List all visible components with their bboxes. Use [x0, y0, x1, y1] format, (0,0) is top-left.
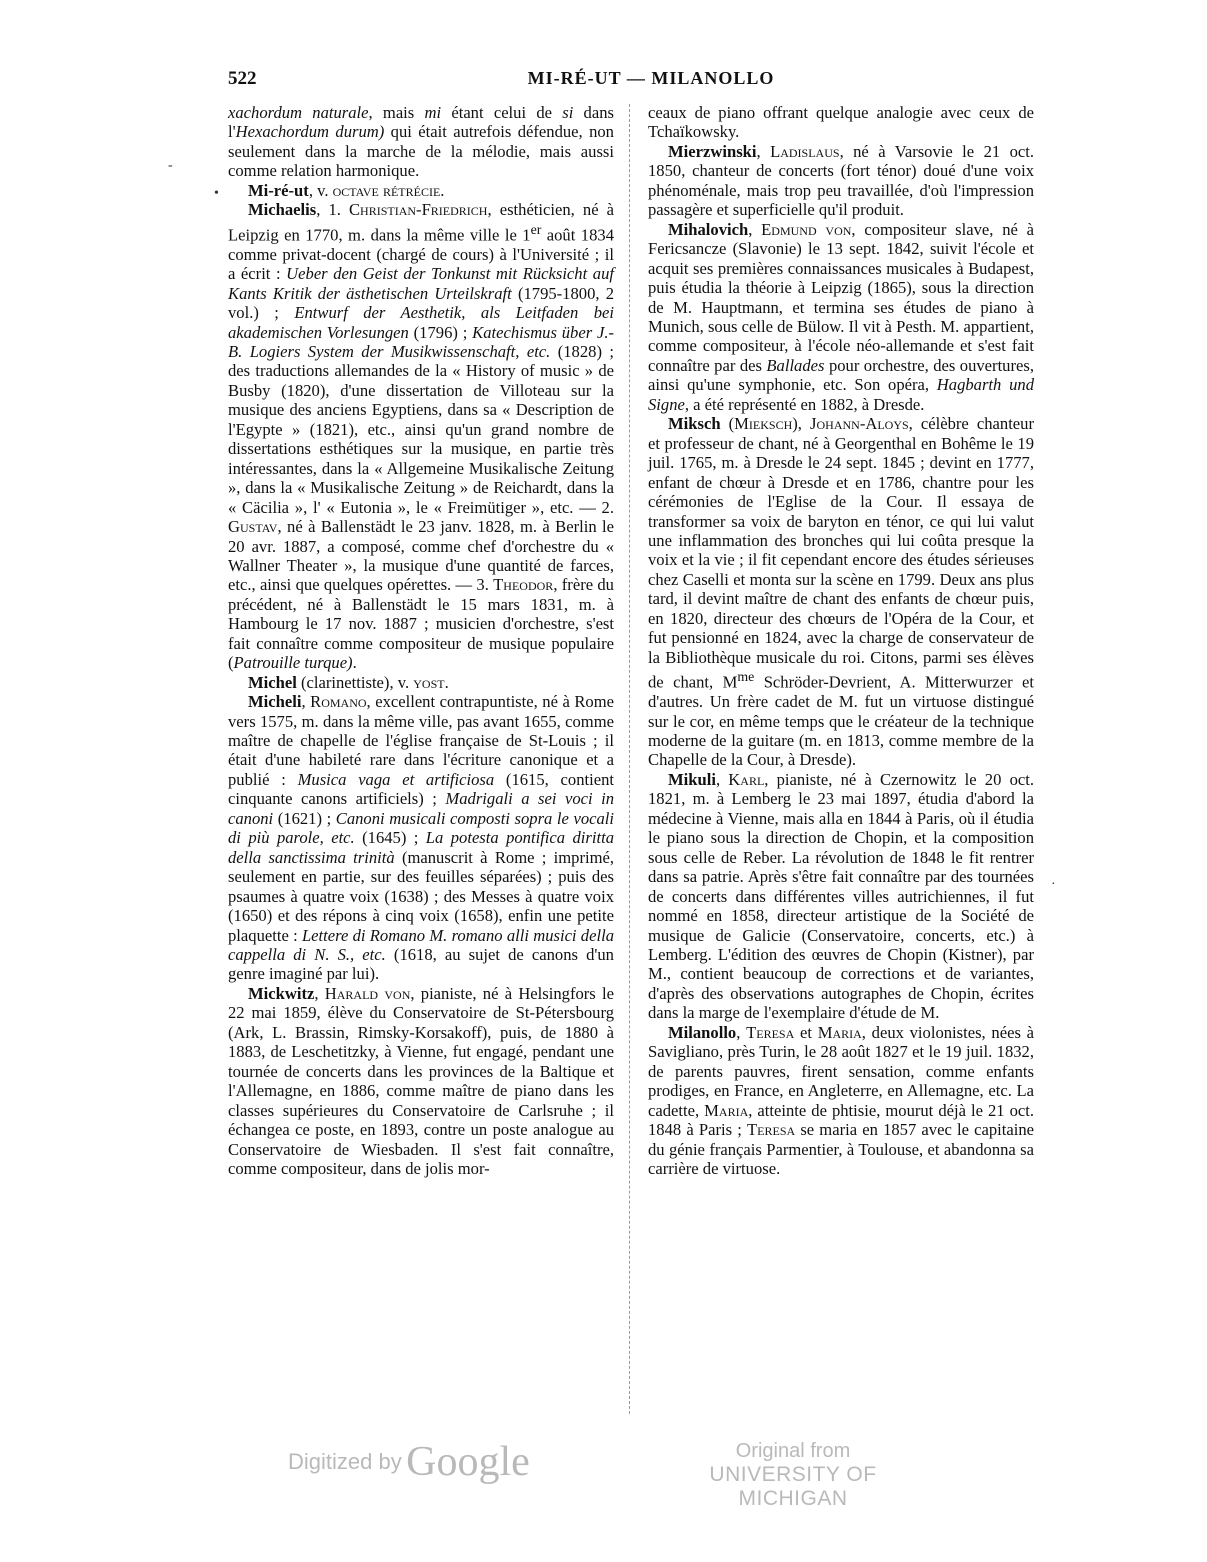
dictionary-entry: Michaelis, 1. Christian-Friedrich, esthéticien, né à Leipzig en 1770, m. dans la même ville le 1er août 1834 comme privat-docent (chargé de cours) à l'Université ; il a écrit : Ueber den Geist der Tonkunst mit Rücksicht auf Kants Kritik der ästhetischen Urteilskraft (1795-1800, 2 vol.) ; Entwurf der Aesthetik, als Leitfaden bei akademischen Vorlesungen (1796) ; Katechismus über J.-B. Logiers System der Musikwissenschaft, etc. (1828) ; des traductions allemandes de la « History of music » de Busby (1820), d'une dissertation de Villoteau sur la musique des anciens Egyptiens, dans sa « Description de l'Egypte » (1821), etc., ainsi qu'un grand nombre de dissertations esthétiques sur la musique, en partie très intéressantes, dans la « Allgemeine Musikalische Zeitung », dans la « Musikalische Zeitung » de Reichardt, dans la « Cäcilia », l' « Eutonia », le « Freimütiger », etc. — 2. Gustav, né à Ballenstädt le 23 janv. 1828, m. à Berlin le 20 avr. 1887, a composé, comme chef d'orchestre du « Wallner Theater », la musique d'une quantité de farces, etc., ainsi que quelques opérettes. — 3. Theodor, frère du précédent, né à Ballenstädt le 15 mars 1831, m. à Hambourg le 17 nov. 1887 ; musicien d'orchestre, s'est fait connaître comme compositeur de musique populaire (Patrouille turque).	[228, 200, 615, 673]
dictionary-entry: Miksch (Mieksch), Johann-Aloys, célèbre chanteur et professeur de chant, né à Georgenthal en Bohême le 19 juil. 1765, m. à Dresde le 24 sept. 1845 ; devint en 1777, enfant de chœur à Dresde et en 1786, chantre pour les cérémonies de l'Eglise de la Cour. Il essaya de transformer sa voix de baryton en ténor, ce qui lui valut une inflammation des bronches qui lui coûta presque la voix et la vie ; il fit cependant encore des études sérieuses chez Caselli et monta sur la scène en 1799. Deux ans plus tard, il devint maître de chant des enfants de chœur puis, en 1820, directeur des chœurs de l'Opéra de la Cour, et fut pensionné en 1824, avec la charge de conservateur de la Bibliothèque musicale du roi. Citons, parmi ses élèves de chant, $M^{me}$ Schröder-Devrient, A. Mitterwurzer et d'autres. Un frère cadet de M. fut un virtuose distingué sur le cor, en même temps que le créateur de la technique moderne de la guitare (m. en 1813, comme membre de la Chapelle de la Cour, à Dresde).	[648, 414, 1035, 770]
margin-mark: -	[168, 158, 173, 173]
dictionary-entry: ceaux de piano offrant quelque analogie avec ceux de Tchaïkowsky.	[648, 103, 1034, 142]
original-source-watermark	[668, 1440, 918, 1511]
digitized-by-google-watermark	[288, 1438, 530, 1486]
page-number: 522	[228, 68, 257, 89]
left-column	[228, 103, 614, 1178]
dictionary-entry: Milanollo, Teresa et Maria, deux violonistes, nées à Savigliano, près Turin, le 28 août 1827 et le 19 juil. 1832, de parents pauvres, firent sensation, comme enfants prodiges, en France, en Angleterre, en Allemagne, etc. La cadette, Maria, atteinte de phtisie, mourut déjà le 21 oct. 1848 à Paris ; Teresa se maria en 1857 avec le capitaine du génie français Parmentier, à Toulouse, et abandonna sa carrière de virtuose.	[648, 1022, 1034, 1178]
page-header	[228, 68, 1034, 94]
margin-mark: •	[214, 186, 219, 201]
dictionary-entry: Mierzwinski, Ladislaus, né à Varsovie le 21 oct. 1850, chanteur de concerts (fort ténor) doué d'une voix phénoménale, mais trop peu travaillée, d'où l'impression passagère et superficielle qu'il produit.	[648, 141, 1035, 220]
dictionary-entry: Michel (clarinettiste), v. yost.	[248, 672, 449, 692]
google-brand: Google	[406, 1439, 530, 1485]
dictionary-entry: Micheli, Romano, excellent contrapuntiste, né à Rome vers 1575, m. dans la même ville, pas avant 1655, comme maître de chapelle de l'église française de St-Louis ; il était d'une habileté rare dans l'écriture canonique et a publié : Musica vaga et artificiosa (1615, contient cinquante canons artificiels) ; Madrigali a sei voci in canoni (1621) ; Canoni musicali composti sopra le vocali di più parole, etc. (1645) ; La potesta pontifica diritta della sanctissima trinità (manuscrit à Rome ; imprimé, seulement en partie, sur des feuilles séparées) ; puis des psaumes à quatre voix (1638) ; des Messes à quatre voix (1650) et des répons à cinq voix (1658), enfin une petite plaquette : Lettere di Romano M. romano alli musici della cappella di N. S., etc. (1618, au sujet de canons d'un genre imaginé par lui).	[228, 692, 615, 984]
running-head: MI-RÉ-UT — MILANOLLO	[527, 68, 775, 88]
dictionary-entry: Mikuli, Karl, pianiste, né à Czernowitz le 20 oct. 1821, m. à Lemberg le 23 mai 1897, étudia d'abord la médecine à Vienne, mais alla en 1844 à Paris, où il étudia le piano sous la direction de Chopin, et la composition sous celle de Reber. La révolution de 1848 le fit rentrer dans sa patrie. Après s'être fait connaître par des tournées de concerts dans différentes villes autrichiennes, il fut nommé en 1858, directeur artistique de la Société de musique de Galicie (Conservatoire, concerts, etc.) à Lemberg. L'édition des œuvres de Chopin (Kistner), par M., contient beaucoup de corrections et de variantes, d'après des observations autographes de Chopin, écrites dans la marge de l'exemplaire d'étude de M.	[648, 769, 1035, 1023]
margin-mark: ·	[1051, 877, 1056, 892]
right-column	[648, 103, 1034, 1178]
original-from-label: Original from	[735, 1440, 851, 1462]
dictionary-entry: Mickwitz, Harald von, pianiste, né à Helsingfors le 22 mai 1859, élève du Conservatoire de St-Pétersbourg (Ark, L. Brassin, Rimsky-Korsakoff), puis, de 1880 à 1883, de Leschetitzky, à Vienne, fut engagé, pendant une tournée de concerts dans les provinces de la Baltique et l'Allemagne, en 1886, comme maître de piano dans les classes supérieures du Conservatoire de Carlsruhe ; il échangea ce poste, en 1893, contre un poste analogue au Conservatoire de Wiesbaden. Il s'est fait connaître, comme compositeur, dans de jolis mor-	[228, 983, 614, 1178]
university-name: UNIVERSITY OF MICHIGAN	[709, 1463, 877, 1510]
dictionary-entry: Mi-ré-ut, v. octave rétrécie.	[248, 180, 445, 200]
dictionary-entry: Mihalovich, Edmund von, compositeur slave, né à Fericsancze (Slavonie) le 13 sept. 1842, suivit l'école et acquit ses premières connaissances musicales à Budapest, puis étudia la théorie à Leipzig (1865), sous la direction de M. Hauptmann, et termina ses études de piano à Munich, sous celle de Bülow. Il vit à Pesth. M. appartient, comme compositeur, à l'école néo-allemande et s'est fait connaître par des Ballades pour orchestre, des ouvertures, ainsi qu'une symphonie, etc. Son opéra, Hagbarth und Signe, a été représenté en 1882, à Dresde.	[648, 219, 1035, 414]
dictionary-entry: xachordum naturale, mais mi étant celui de si dans l'Hexachordum durum) qui était autrefois défendue, non seulement dans la marche de la mélodie, mais aussi comme relation harmonique.	[228, 103, 614, 181]
digitized-prefix: Digitized by	[288, 1449, 402, 1474]
column-divider	[629, 104, 630, 1414]
